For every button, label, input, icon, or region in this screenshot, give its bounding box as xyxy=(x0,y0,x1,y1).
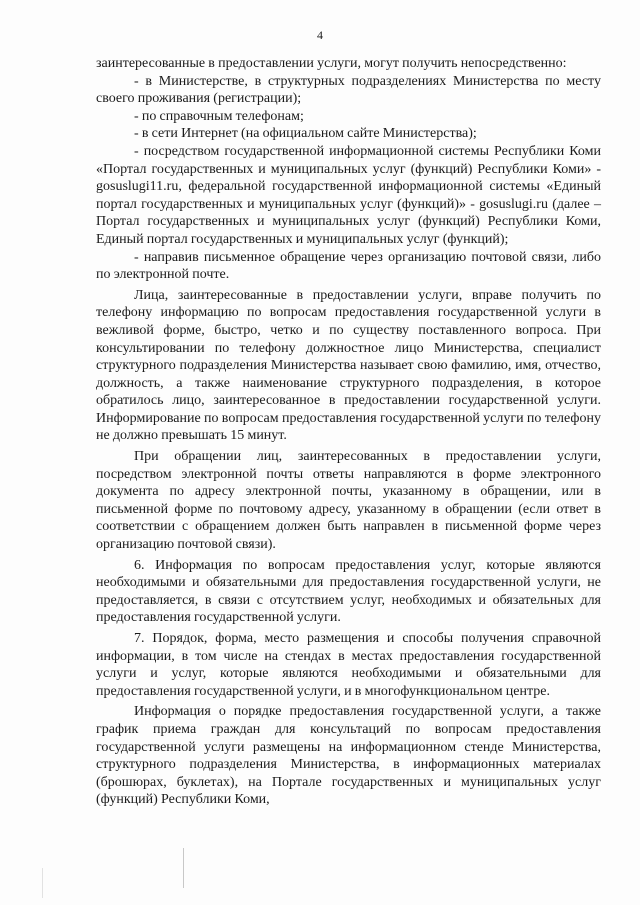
list-item-ministry: - в Министерстве, в структурных подразделениях Министерства по месту своего проживания (регистрации); xyxy=(96,73,601,107)
document-body xyxy=(96,55,601,809)
paragraph-email-requests: При обращении лиц, заинтересованных в предоставлении услуги, посредством электронной почты ответы направляются в форме электронного документа по адресу электронной почты, указанному в обращении, или в письменной форме по почтовому адресу, указанному в обращении (если ответ в соответствии с обращением должен быть направлен в письменной форме через организацию почтовой связи). xyxy=(96,449,601,553)
list-item-internet: - в сети Интернет (на официальном сайте Министерства); xyxy=(134,126,477,142)
list-item-phones: - по справочным телефонам; xyxy=(134,108,304,124)
scan-artifact-line xyxy=(42,868,43,898)
paragraph-phone-consulting: Лица, заинтересованные в предоставлении услуги, вправе получить по телефону информацию по вопросам предоставления государственной услуги в вежливой форме, быстро, четко и по существу поставленного вопроса. При консультировании по телефону должностное лицо Министерства, специалист структурного подразделения Министерства называет свою фамилию, имя, отчество, должность, а также наименование структурного подразделения, в которое обратилось лицо, заинтересованное в предоставлении государственной услуги. Информирование по вопросам предоставления государственной услуги по телефону не должно превышать 15 минут. xyxy=(96,287,601,444)
paragraph-continuation: заинтересованные в предоставлении услуги, могут получить непосредственно: xyxy=(96,56,567,71)
paragraph-item-7: 7. Порядок, форма, место размещения и способы получения справочной информации, в том числе на стендах в местах предоставления государственной услуги и услуг, которые являются необходимыми и обязательными для предоставления государственной услуги, и в многофункциональном центре. xyxy=(96,631,601,699)
list-item-mail: - направив письменное обращение через организацию почтовой связи, либо по электронной почте. xyxy=(96,249,601,283)
scan-artifact-line xyxy=(183,848,184,888)
page-number: 4 xyxy=(317,28,323,42)
paragraph-schedule-info: Информация о порядке предоставления государственной услуги, а также график приема граждан для консультаций по вопросам предоставления государственной услуги размещены на информационном стенде Министерства, структурного подразделения Министерства, в информационных материалах (брошюрах, буклетах), на Портале государственных и муниципальных услуг (функций) Республики Коми, xyxy=(96,704,601,808)
paragraph-item-6: 6. Информация по вопросам предоставления услуг, которые являются необходимыми и обязательными для предоставления государственной услуги, не предоставляется, в связи с отсутствием услуг, необходимых и обязательных для предоставления государственной услуги. xyxy=(96,557,601,626)
list-item-portal: - посредством государственной информационной системы Республики Коми «Портал государственных и муниципальных услуг (функций) Республики Коми» - gosuslugi11.ru, федеральной государственной информационной системы «Единый портал государственных и муниципальных услуг (функций)» - gosuslugi.ru (далее – Портал государственных и муниципальных услуг (функций) Республики Коми, Единый портал государственных и муниципальных услуг (функций); xyxy=(96,143,601,247)
